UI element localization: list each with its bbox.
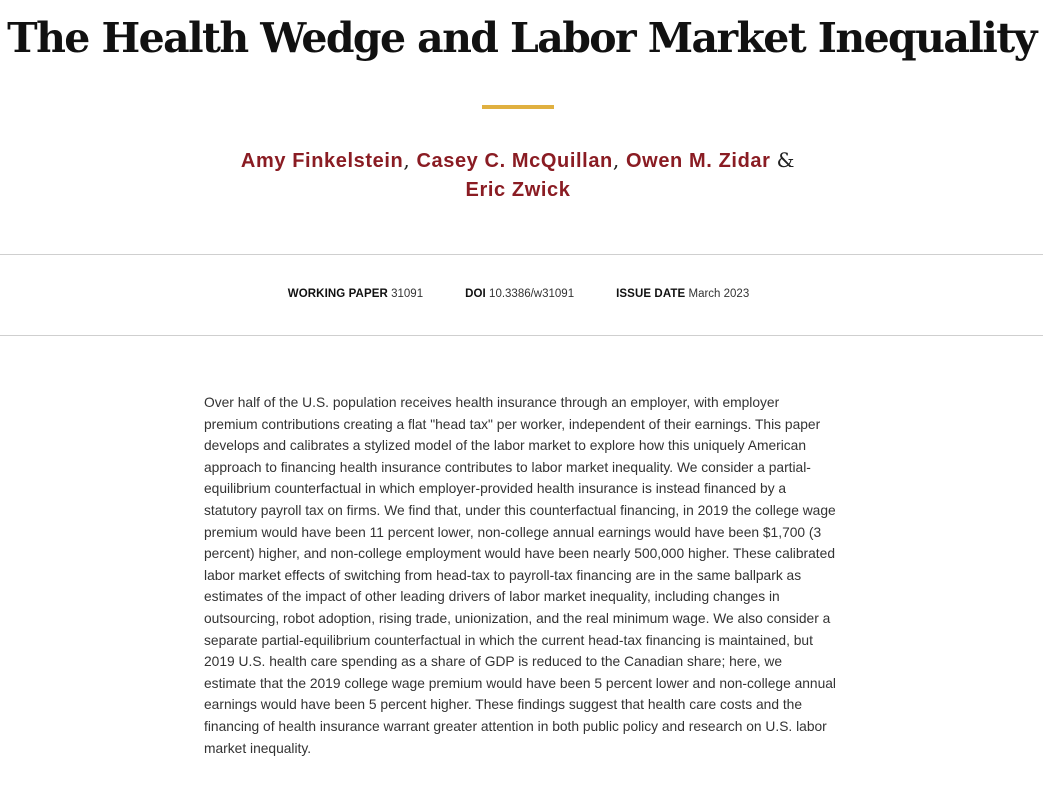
title-accent-rule	[482, 105, 554, 109]
doi	[465, 288, 574, 300]
working-paper-label: WORKING PAPER	[287, 288, 388, 300]
issue-date-label: ISSUE DATE	[616, 288, 686, 300]
author-list	[190, 146, 846, 205]
working-paper-value: 31091	[391, 288, 424, 300]
doi-label: DOI	[465, 288, 486, 300]
author-separator: &	[776, 148, 796, 172]
issue-date	[616, 288, 749, 300]
issue-date-value: March 2023	[688, 288, 750, 300]
doi-value: 10.3386/w31091	[489, 288, 575, 300]
author-separator: ,	[612, 148, 620, 172]
author-separator: ,	[403, 148, 411, 172]
working-paper-number	[288, 288, 423, 300]
page-title: The Health Wedge and Labor Market Inequality	[7, 14, 1036, 62]
abstract-text: Over half of the U.S. population receives health insurance through an employer, with employer premium contributions creating a flat "head tax" per worker, independent of their earnings. This paper develops and calibrates a stylized model of the labor market to explore how this uniquely American approach to financing health insurance contributes to labor market inequality. We consider a partial-equilibrium counterfactual in which employer-provided health insurance is instead financed by a statutory payroll tax on firms. We find that, under this counterfactual financing, in 2019 the college wage premium would have been 11 percent lower, non-college annual earnings would have been $1,700 (3 percent) higher, and non-college employment would have been nearly 500,000 higher. These calibrated labor market effects of switching from head-tax to payroll-tax financing are in the same ballpark as estimates of the impact of other leading drivers of labor market inequality, including changes in outsourcing, robot adoption, rising trade, unionization, and the real minimum wage. We also consider a separate partial-equilibrium counterfactual in which the current head-tax financing is maintained, but 2019 U.S. health care spending as a share of GDP is reduced to the Canadian share; here, we estimate that the 2019 college wage premium would have been 5 percent lower and non-college annual earnings would have been 5 percent higher. These findings suggest that health care costs and the financing of health insurance warrant greater attention in both public policy and research on U.S. labor market inequality.	[204, 395, 837, 756]
author-link-eric-zwick[interactable]: Eric Zwick	[465, 179, 571, 201]
author-link-casey-mcquillan[interactable]: Casey C. McQuillan	[416, 150, 613, 172]
author-link-owen-zidar[interactable]: Owen M. Zidar	[626, 150, 771, 172]
paper-metadata-row	[0, 288, 1037, 300]
paper-metadata-band	[0, 254, 1043, 336]
author-link-amy-finkelstein[interactable]: Amy Finkelstein	[240, 150, 404, 172]
